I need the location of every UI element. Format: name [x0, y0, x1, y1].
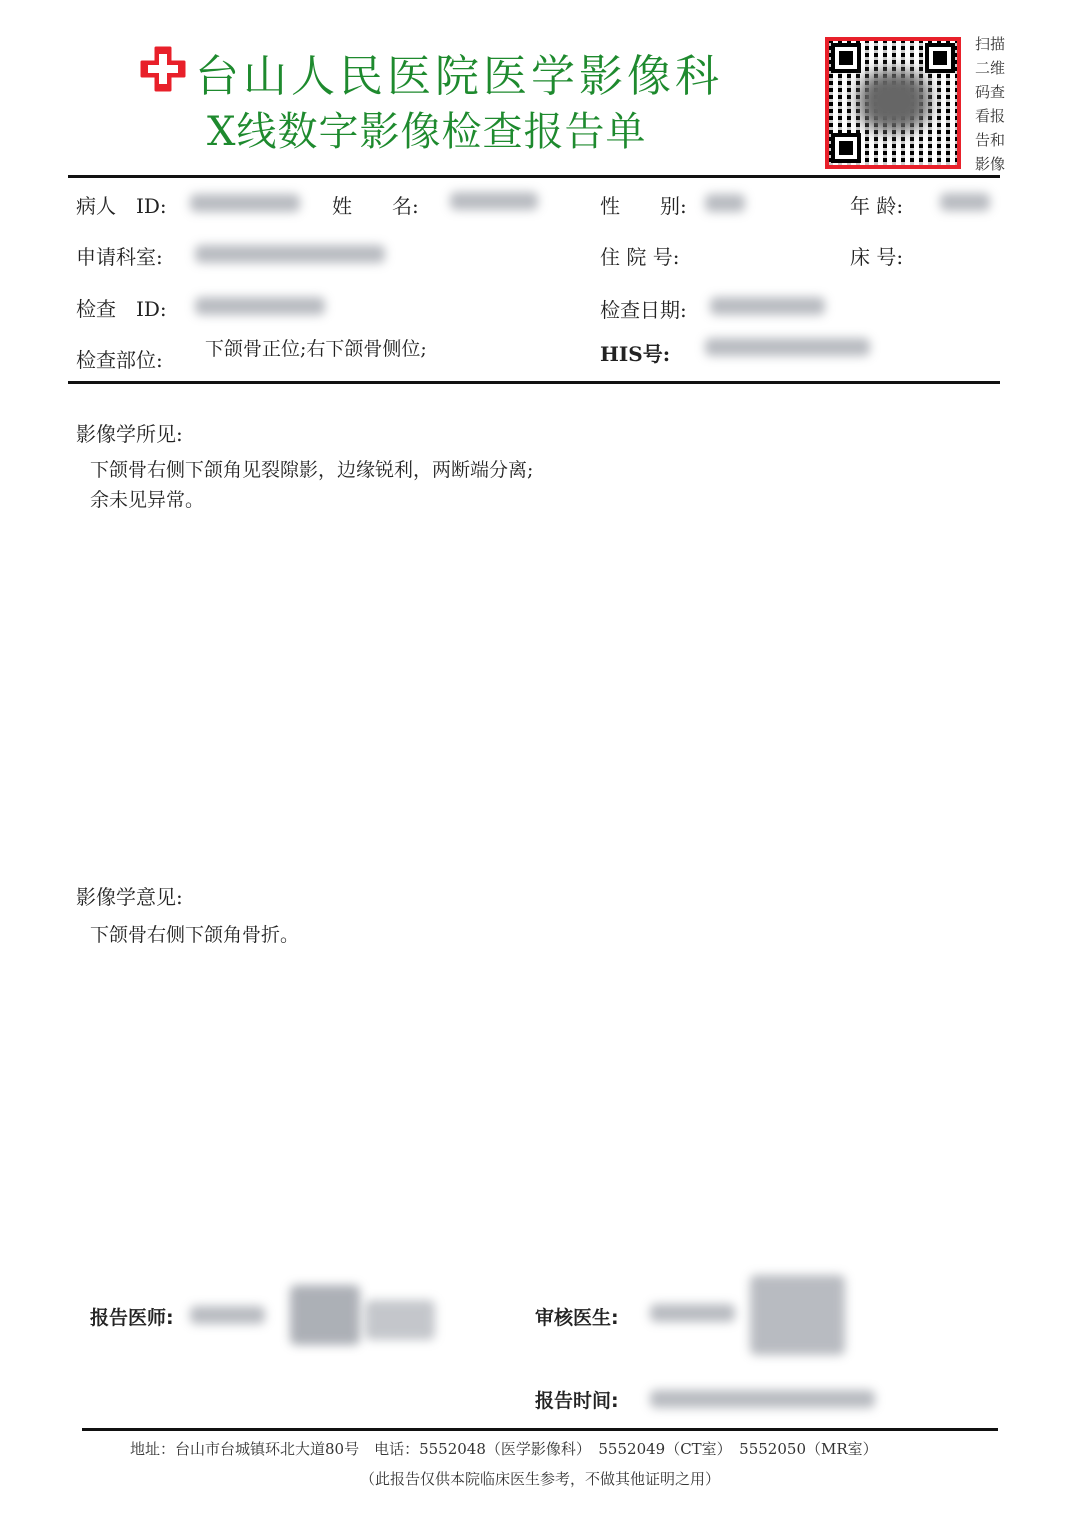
redacted-report-time	[650, 1390, 875, 1408]
findings-line: 余未见异常。	[90, 489, 205, 511]
findings-line: 下颌骨右侧下颌角见裂隙影，边缘锐利，两断端分离;	[90, 459, 534, 481]
opinion-heading: 影像学意见:	[76, 885, 183, 909]
header-divider	[68, 175, 1000, 178]
sex-label: 性 别:	[600, 194, 687, 218]
footer-address: 地址：台山市台城镇环北大道80号 电话：5552048（医学影像科） 5552049（CT室） 5552050（MR室）	[130, 1440, 878, 1458]
exam-part-value: 下颌骨正位;右下颌骨侧位;	[205, 338, 427, 360]
exam-part-label: 检查部位:	[76, 348, 163, 372]
report-time-label: 报告时间:	[535, 1390, 619, 1412]
reviewer-label: 审核医生:	[535, 1307, 619, 1329]
exam-id-label: 检查 ID:	[76, 297, 167, 321]
reporter-signature	[365, 1300, 435, 1340]
opinion-line: 下颌骨右侧下颌角骨折。	[90, 924, 300, 946]
qr-caption-line: 码查	[975, 83, 1006, 101]
qr-caption-line: 影像	[975, 155, 1006, 173]
qr-caption-line: 二维	[975, 59, 1006, 77]
reviewer-signature	[750, 1275, 845, 1355]
redacted-name	[450, 192, 538, 210]
hospital-name: 台山人民医院医学影像科	[195, 51, 723, 102]
name-label: 姓 名:	[332, 194, 419, 218]
red-cross-logo-icon	[140, 46, 186, 92]
redacted-patient-id	[190, 194, 300, 212]
qr-caption-line: 看报	[975, 107, 1006, 125]
redacted-dept	[195, 245, 385, 263]
report-title: X线数字影像检查报告单	[207, 109, 647, 155]
redacted-reviewer-name	[650, 1304, 735, 1322]
redacted-exam-date	[710, 297, 825, 315]
qr-caption-line: 告和	[975, 131, 1006, 149]
qr-caption-line: 扫描	[975, 35, 1006, 53]
age-label: 年 龄:	[850, 194, 904, 218]
dept-label: 申请科室:	[76, 245, 163, 269]
his-label: HIS号:	[600, 342, 671, 366]
footer-divider	[82, 1428, 998, 1431]
patient-id-label: 病人 ID:	[76, 194, 167, 218]
redacted-sex	[705, 194, 745, 212]
findings-text	[90, 455, 533, 515]
reporter-label: 报告医师:	[90, 1307, 174, 1329]
exam-date-label: 检查日期:	[600, 298, 687, 322]
qr-caption	[975, 32, 1011, 176]
reporter-signature	[290, 1285, 360, 1345]
bed-no-label: 床 号:	[850, 245, 904, 269]
inpatient-no-label: 住 院 号:	[600, 245, 680, 269]
qr-code[interactable]	[825, 37, 961, 169]
info-divider	[68, 381, 1000, 384]
redacted-his-no	[705, 338, 870, 356]
findings-heading: 影像学所见:	[76, 422, 183, 446]
redacted-reporter-name	[190, 1306, 265, 1324]
redacted-exam-id	[195, 297, 325, 315]
footer-disclaimer: （此报告仅供本院临床医生参考，不做其他证明之用）	[359, 1470, 720, 1488]
redacted-age	[940, 193, 990, 211]
opinion-text	[90, 920, 299, 950]
